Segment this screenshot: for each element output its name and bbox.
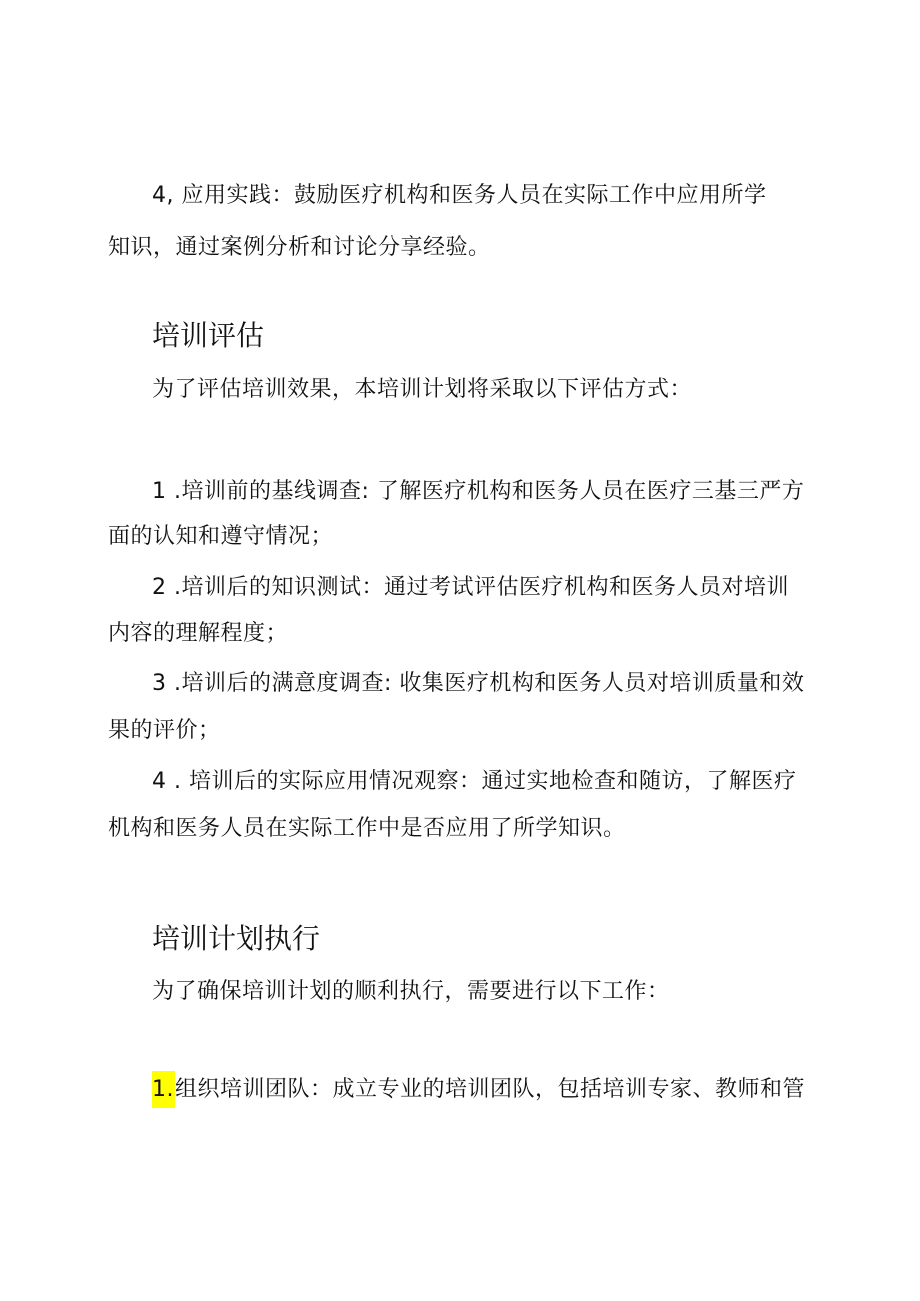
eval-item-4-line-2: 机构和医务人员在实际工作中是否应用了所学知识。	[108, 816, 626, 841]
practice-paragraph-line-1: 4, 应用实践：鼓励医疗机构和医务人员在实际工作中应用所学	[152, 183, 767, 208]
section-heading-evaluation: 培训评估	[152, 319, 265, 352]
eval-item-2-line-2: 内容的理解程度；	[108, 621, 289, 646]
eval-item-3-line-1: 3 .培训后的满意度调查: 收集医疗机构和医务人员对培训质量和效	[152, 671, 805, 696]
exec-item-1-line-1	[152, 1075, 805, 1105]
eval-item-1-line-1: 1 .培训前的基线调查: 了解医疗机构和医务人员在医疗三基三严方	[152, 479, 805, 504]
eval-item-4-line-1: 4 . 培训后的实际应用情况观察：通过实地检查和随访，了解医疗	[152, 769, 797, 794]
eval-item-2-line-1: 2 .培训后的知识测试：通过考试评估医疗机构和医务人员对培训	[152, 575, 789, 600]
highlighted-list-number: 1.	[152, 1071, 175, 1108]
eval-item-1-line-2: 面的认知和遵守情况；	[108, 524, 334, 549]
practice-paragraph-line-2: 知识，通过案例分析和讨论分享经验。	[108, 235, 491, 260]
execution-intro: 为了确保培训计划的顺利执行，需要进行以下工作：	[152, 979, 670, 1004]
section-heading-execution: 培训计划执行	[152, 922, 321, 955]
evaluation-intro: 为了评估培训效果，本培训计划将采取以下评估方式：	[152, 377, 693, 402]
exec-item-1-text: 组织培训团队：成立专业的培训团队，包括培训专家、教师和管	[175, 1077, 806, 1102]
eval-item-3-line-2: 果的评价；	[108, 718, 221, 743]
